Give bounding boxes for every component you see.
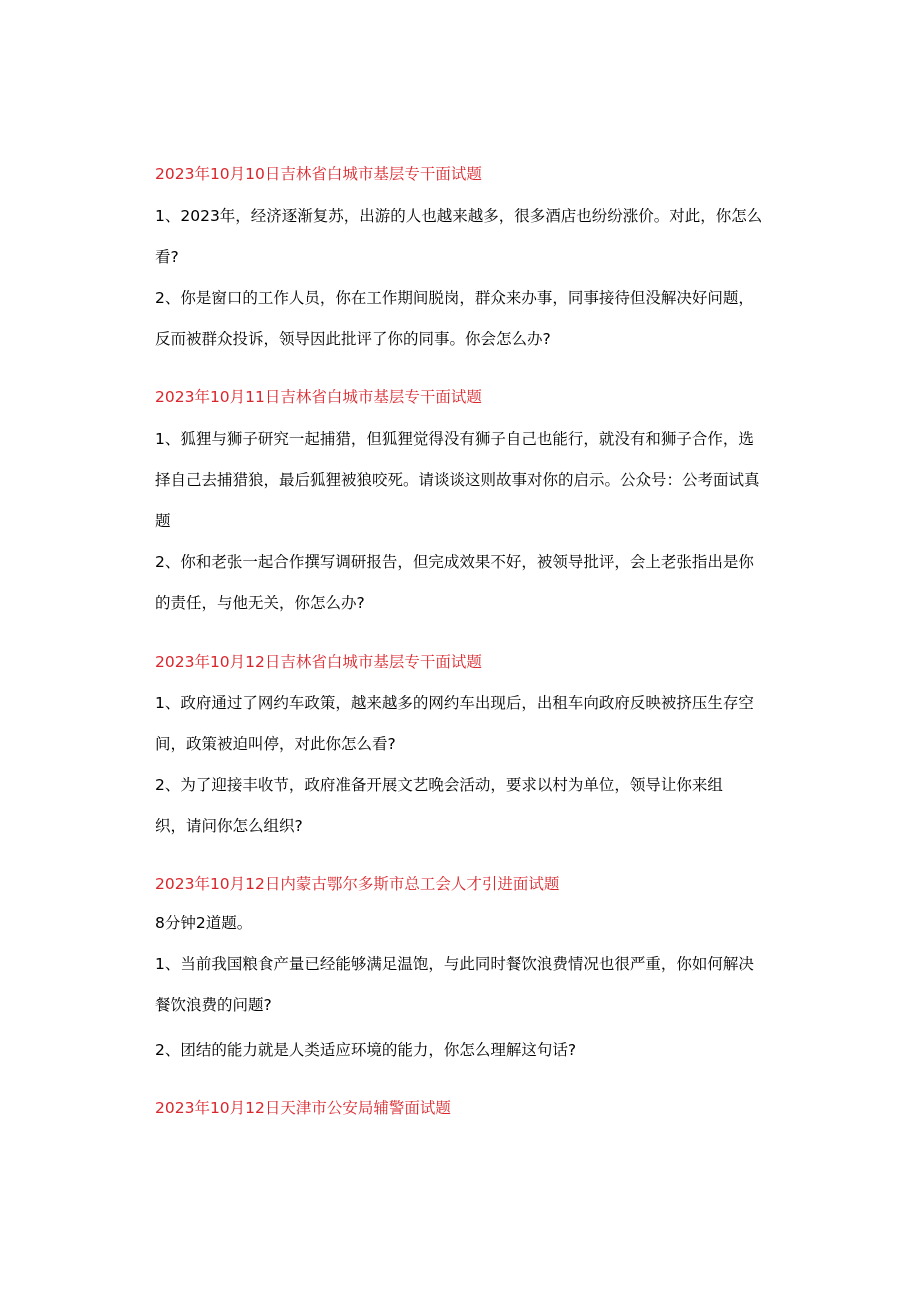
- question-line: 2、为了迎接丰收节，政府准备开展文艺晚会活动，要求以村为单位，领导让你来组: [155, 776, 723, 794]
- question-line: 2、你和老张一起合作撰写调研报告，但完成效果不好，被领导批评，会上老张指出是你: [155, 553, 754, 571]
- section-intro: 8分钟2道题。: [155, 914, 253, 932]
- section-heading: 2023年10月12日内蒙古鄂尔多斯市总工会人才引进面试题: [155, 875, 560, 893]
- question-line: 2、你是窗口的工作人员，你在工作期间脱岗，群众来办事，同事接待但没解决好问题，: [155, 289, 754, 307]
- question-line: 题: [155, 512, 171, 530]
- question-line: 间，政策被迫叫停，对此你怎么看?: [155, 735, 396, 753]
- question-line: 1、狐狸与狮子研究一起捕猎，但狐狸觉得没有狮子自己也能行，就没有和狮子合作，选: [155, 430, 754, 448]
- question-line: 1、政府通过了网约车政策，越来越多的网约车出现后，出租车向政府反映被挤压生存空: [155, 694, 754, 712]
- question-line: 的责任，与他无关，你怎么办?: [155, 594, 365, 612]
- question-line: 反而被群众投诉，领导因此批评了你的同事。你会怎么办?: [155, 330, 551, 348]
- question-line: 餐饮浪费的问题?: [155, 996, 272, 1014]
- section-heading: 2023年10月10日吉林省白城市基层专干面试题: [155, 165, 482, 183]
- section-heading: 2023年10月11日吉林省白城市基层专干面试题: [155, 388, 482, 406]
- question-line: 看?: [155, 248, 179, 266]
- question-line: 择自己去捕猎狼，最后狐狸被狼咬死。请谈谈这则故事对你的启示。公众号：公考面试真: [155, 471, 760, 489]
- question-line: 2、团结的能力就是人类适应环境的能力，你怎么理解这句话?: [155, 1041, 577, 1059]
- section-heading: 2023年10月12日天津市公安局辅警面试题: [155, 1099, 451, 1117]
- section-heading: 2023年10月12日吉林省白城市基层专干面试题: [155, 653, 482, 671]
- question-line: 1、当前我国粮食产量已经能够满足温饱，与此同时餐饮浪费情况也很严重，你如何解决: [155, 955, 754, 973]
- question-line: 1、2023年，经济逐渐复苏，出游的人也越来越多，很多酒店也纷纷涨价。对此，你怎么: [155, 207, 763, 225]
- question-line: 织，请问你怎么组织?: [155, 817, 303, 835]
